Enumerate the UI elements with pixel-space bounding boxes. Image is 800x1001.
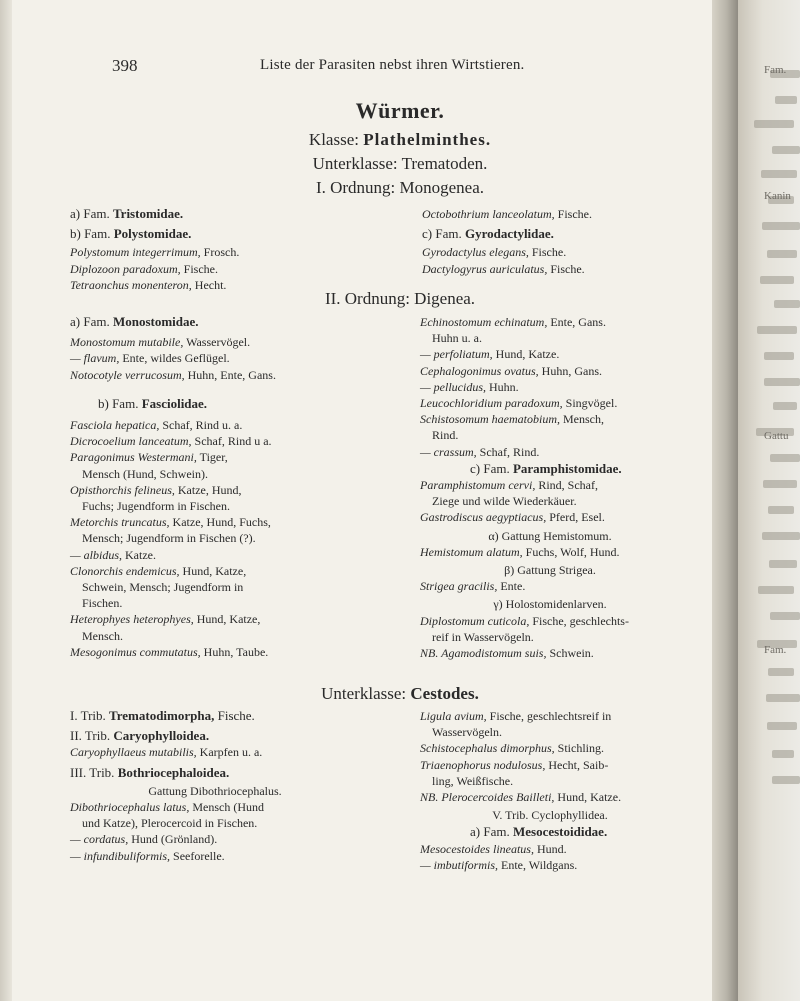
family-prefix: a) Fam. [70,206,113,221]
heading-name: Mesocestoididae. [512,824,608,840]
bleed-text-smudge [762,532,800,540]
entry-line [70,644,400,660]
heading-prefix: III. Trib. [70,764,118,780]
host-list: Seeforelle. [170,848,225,863]
entry-line [420,477,720,493]
host-list: Hund, Katze, [193,612,261,627]
heading-prefix: I. Trib. [70,708,110,723]
host-list: Hecht. [191,277,227,292]
species-name: — flavum, [70,351,120,366]
species-name: — cordatus, [70,832,129,847]
tribe-heading [70,765,400,781]
host-list: Rind, Schaf, [535,478,598,493]
heading-name: Fasciolidae. [141,395,208,411]
bleed-text-smudge [764,378,800,386]
heading-rest: Fische. [214,708,255,723]
host-list: Hund, Katze, [179,563,247,578]
entry-line [70,514,400,530]
species-name: Tetraonchus monenteron, [70,277,192,292]
bleed-text-smudge [772,750,794,758]
host-list: Rind. [432,428,459,443]
subgroup-heading: V. Trib. Cyclophyllidea. [492,808,608,823]
bleed-text-smudge [772,776,800,784]
entry-continuation [420,724,720,740]
bleed-text-fragment: Fam. [764,64,787,76]
family-prefix: c) Fam. [422,226,465,242]
family-heading [70,396,400,412]
bleed-text-smudge [760,276,794,284]
bleed-text-smudge [767,250,797,258]
subgroup-heading: γ) Holostomidenlarven. [493,597,607,612]
entry-line [70,848,400,864]
host-list: Fische. [180,261,219,276]
entry-line [422,206,722,222]
host-list: Mensch, [560,412,604,427]
entry-line [70,482,400,498]
entry-continuation [70,628,400,644]
host-list: Schaf, Rind u a. [191,434,272,449]
species-name: Dicrocoelium lanceatum, [70,434,192,449]
host-list: Wasservögeln. [432,725,503,740]
entry-line [70,244,380,260]
species-name: — pellucidus, [420,379,486,394]
entry-line [420,509,720,525]
species-name: Hemistomum alatum, [420,544,523,559]
heading-prefix: a) Fam. [70,314,113,329]
species-name: Strigea gracilis, [420,579,498,594]
host-list: Ente, Wildgans. [498,857,578,872]
host-list: Hund (Grönland). [128,832,218,847]
entry-continuation [420,773,720,789]
species-name: Metorchis truncatus, [70,515,170,530]
host-list: Mensch. [82,628,123,643]
subgroup-heading: β) Gattung Strigea. [504,563,596,578]
host-list: Mensch; Jugendform in Fischen (?). [82,531,256,546]
entry-line [420,857,720,873]
family-prefix: b) Fam. [70,226,114,242]
entry-line [420,395,720,411]
species-name: Diplostomum cuticola, [420,613,530,628]
host-list: Katze, Hund, [174,482,242,497]
entry-line [70,367,400,383]
species-name: — infundibuliformis, [70,848,171,863]
entry-line [420,708,720,724]
bleed-text-fragment: Kanin [764,190,791,202]
species-name: Dactylogyrus auriculatus, [422,261,548,276]
monogenea-left-column [70,206,380,293]
species-name: Octobothrium lanceolatum, [422,207,555,221]
bleed-text-smudge [758,586,794,594]
entry-line [420,346,720,362]
host-list: Huhn, Ente, Gans. [184,367,276,382]
host-list: Wasservögel. [183,335,251,350]
host-list: Huhn u. a. [432,331,482,346]
family-heading [420,824,720,840]
species-name: — imbutiformis, [420,857,499,872]
cestodes-right-column [420,708,720,873]
entry-line [420,841,720,857]
host-list: Katze, Hund, Fuchs, [169,515,271,530]
tribe-heading [70,708,400,724]
bleed-text-smudge [767,722,797,730]
heading-name: Caryophylloidea. [113,728,210,744]
page-header [112,56,525,76]
digenea-left-column [70,314,400,660]
monogenea-right-column [422,206,722,277]
bleed-text-smudge [768,668,794,676]
species-name: NB. Plerocercoides Bailleti, [420,790,555,805]
host-list: und Katze), Plerocercoid in Fischen. [82,816,258,831]
entry-line [420,613,720,629]
entry-line [70,449,400,465]
bleed-text-fragment: Gattu [764,430,789,442]
species-name: Monostomum mutabile, [70,335,184,350]
host-list: Fische, geschlechts- [529,613,629,628]
host-list: Hecht, Saib- [545,757,609,772]
species-name: Gastrodiscus aegyptiacus, [420,510,547,525]
entry-line [70,334,400,350]
entry-line [422,261,722,277]
entry-line [420,411,720,427]
entry-continuation [70,466,400,482]
heading-name: Bothriocephaloidea. [117,764,230,780]
bleed-text-smudge [763,480,797,488]
host-list: Singvögel. [562,396,618,411]
entry-line [420,578,720,594]
digenea-right-column [420,314,720,661]
page-edge-left [0,0,12,1001]
species-name: Gyrodactylus elegans, [422,245,529,260]
entry-line [70,611,400,627]
species-name: Paragonimus Westermani, [70,450,197,465]
host-list: Fischen. [82,596,123,611]
species-name: Opisthorchis felineus, [70,482,175,497]
entry-line [70,563,400,579]
entry-line [420,363,720,379]
species-name: Clonorchis endemicus, [70,563,180,578]
host-list: Schaf, Rind. [476,444,540,459]
host-list: Huhn. [486,379,519,394]
host-list: Fische, geschlechtsreif in [486,709,612,723]
species-name: Echinostomum echinatum, [420,315,548,329]
host-list: Huhn, Taube. [200,644,269,659]
species-name: Ligula avium, [420,709,487,723]
entry-line [70,744,400,760]
species-name: Diplozoon paradoxum, [70,261,181,276]
host-list: Mensch (Hund, Schwein). [82,466,208,481]
species-name: Mesogonimus commutatus, [70,644,201,659]
entry-continuation [70,815,400,831]
species-name: NB. Agamodistomum suis, [420,646,547,661]
entry-line [70,799,400,815]
species-name: Schistosomum haematobium, [420,412,560,427]
facing-page-bleed [738,0,800,1001]
host-list: Fische. [554,207,592,221]
entry-line [70,547,400,563]
host-list: Hund. [533,841,567,856]
tribe-heading [70,728,400,744]
entry-continuation [70,498,400,514]
unterklasse-cestodes: Unterklasse: Cestodes. [321,684,479,703]
bleed-text-smudge [770,454,800,462]
entry-continuation [420,493,720,509]
bleed-text-smudge [769,560,797,568]
entry-line [420,444,720,460]
unterklasse-trematoden: Unterklasse: Trematoden. [312,154,488,173]
host-list: Schwein, Mensch; Jugendform in [82,580,244,595]
family-name: Polystomidae. [113,226,192,242]
page-number: 398 [112,56,138,75]
entry-line [70,350,400,366]
host-list: ling, Weißfische. [432,773,514,788]
entry-continuation [70,579,400,595]
entry-line [420,314,720,330]
species-name: Heterophyes heterophyes, [70,612,194,627]
heading-name: Trematodimorpha, [109,708,215,723]
entry-line [420,740,720,756]
species-name: Notocotyle verrucosum, [70,367,185,382]
heading-prefix: b) Fam. [98,395,142,411]
host-list: Katze. [122,547,156,562]
bleed-text-smudge [770,612,800,620]
species-name: Polystomum integerrimum, [70,245,201,260]
species-name: Mesocestoides lineatus, [420,841,534,856]
bleed-text-fragment: Fam. [764,644,787,656]
host-list: Frosch. [200,245,240,260]
entry-line [420,544,720,560]
ordnung-monogenea: I. Ordnung: Monogenea. [315,178,485,197]
klasse-line: Klasse: Plathelminthes. [308,130,492,149]
host-list: Karpfen u. a. [196,745,263,760]
species-name: Cephalogonimus ovatus, [420,363,539,378]
bleed-text-smudge [757,326,797,334]
entry-line [422,244,722,260]
family-name: Gyrodactylidae. [464,226,554,242]
bleed-text-smudge [762,222,800,230]
subgroup-heading: Gattung Dibothriocephalus. [148,783,282,798]
bleed-text-smudge [764,352,794,360]
heading-prefix: c) Fam. [470,460,513,476]
family-name: Tristomidae. [112,206,184,221]
entry-line [420,379,720,395]
entry-continuation [420,330,720,346]
host-list: Schaf, Rind u. a. [159,418,243,433]
host-list: Hund, Katze. [492,347,560,362]
heading-prefix: a) Fam. [470,824,513,840]
entry-continuation [420,427,720,443]
heading-name: Monostomidae. [112,314,199,329]
entry-line [420,757,720,773]
entry-continuation [420,629,720,645]
entry-line [420,789,720,805]
entry-continuation [70,530,400,546]
species-name: Leucochloridium paradoxum, [420,396,563,411]
species-name: Paramphistomum cervi, [420,478,536,493]
species-name: — perfoliatum, [420,347,493,362]
host-list: Tiger, [196,450,228,465]
host-list: Fuchs; Jugendform in Fischen. [82,499,230,514]
entry-line [70,417,400,433]
family-heading [420,461,720,477]
bleed-text-smudge [768,506,794,514]
host-list: Hund, Katze. [554,790,622,805]
running-title: Liste der Parasiten nebst ihren Wirtstieren. [260,57,525,73]
host-list: reif in Wasservögeln. [432,629,534,644]
species-name: Fasciola hepatica, [70,418,160,433]
host-list: Mensch (Hund [189,800,264,815]
entry-line [420,645,720,661]
entry-continuation [70,595,400,611]
host-list: Fische. [547,261,585,276]
subgroup-heading: α) Gattung Hemistomum. [488,528,612,543]
host-list: Ente. [497,579,526,594]
species-name: — crassum, [420,444,477,459]
host-list: Fische. [528,245,567,260]
host-list: Ente, Gans. [547,315,606,329]
host-list: Stichling. [554,741,605,756]
species-name: Triaenophorus nodulosus, [420,757,546,772]
entry-line [70,433,400,449]
host-list: Fuchs, Wolf, Hund. [522,544,620,559]
ordnung-digenea: II. Ordnung: Digenea. [324,289,476,308]
host-list: Ziege und wilde Wiederkäuer. [432,494,577,509]
cestodes-left-column [70,708,400,864]
species-name: Caryophyllaeus mutabilis, [70,745,197,760]
bleed-text-smudge [773,402,797,410]
heading-name: Paramphistomidae. [512,460,622,476]
entry-line [70,831,400,847]
section-title: Würmer. [355,98,445,123]
entry-line [70,261,380,277]
host-list: Ente, wildes Geflügel. [119,351,230,366]
host-list: Huhn, Gans. [538,363,602,378]
entry-line [70,226,380,242]
host-list: Pferd, Esel. [546,510,605,525]
species-name: Schistocephalus dimorphus, [420,741,555,756]
entry-line [422,226,722,242]
heading-prefix: II. Trib. [70,728,114,744]
host-list: Schwein. [546,646,594,661]
entry-line [70,206,380,222]
family-heading [70,314,400,330]
species-name: — albidus, [70,547,123,562]
species-name: Dibothriocephalus latus, [70,800,190,815]
